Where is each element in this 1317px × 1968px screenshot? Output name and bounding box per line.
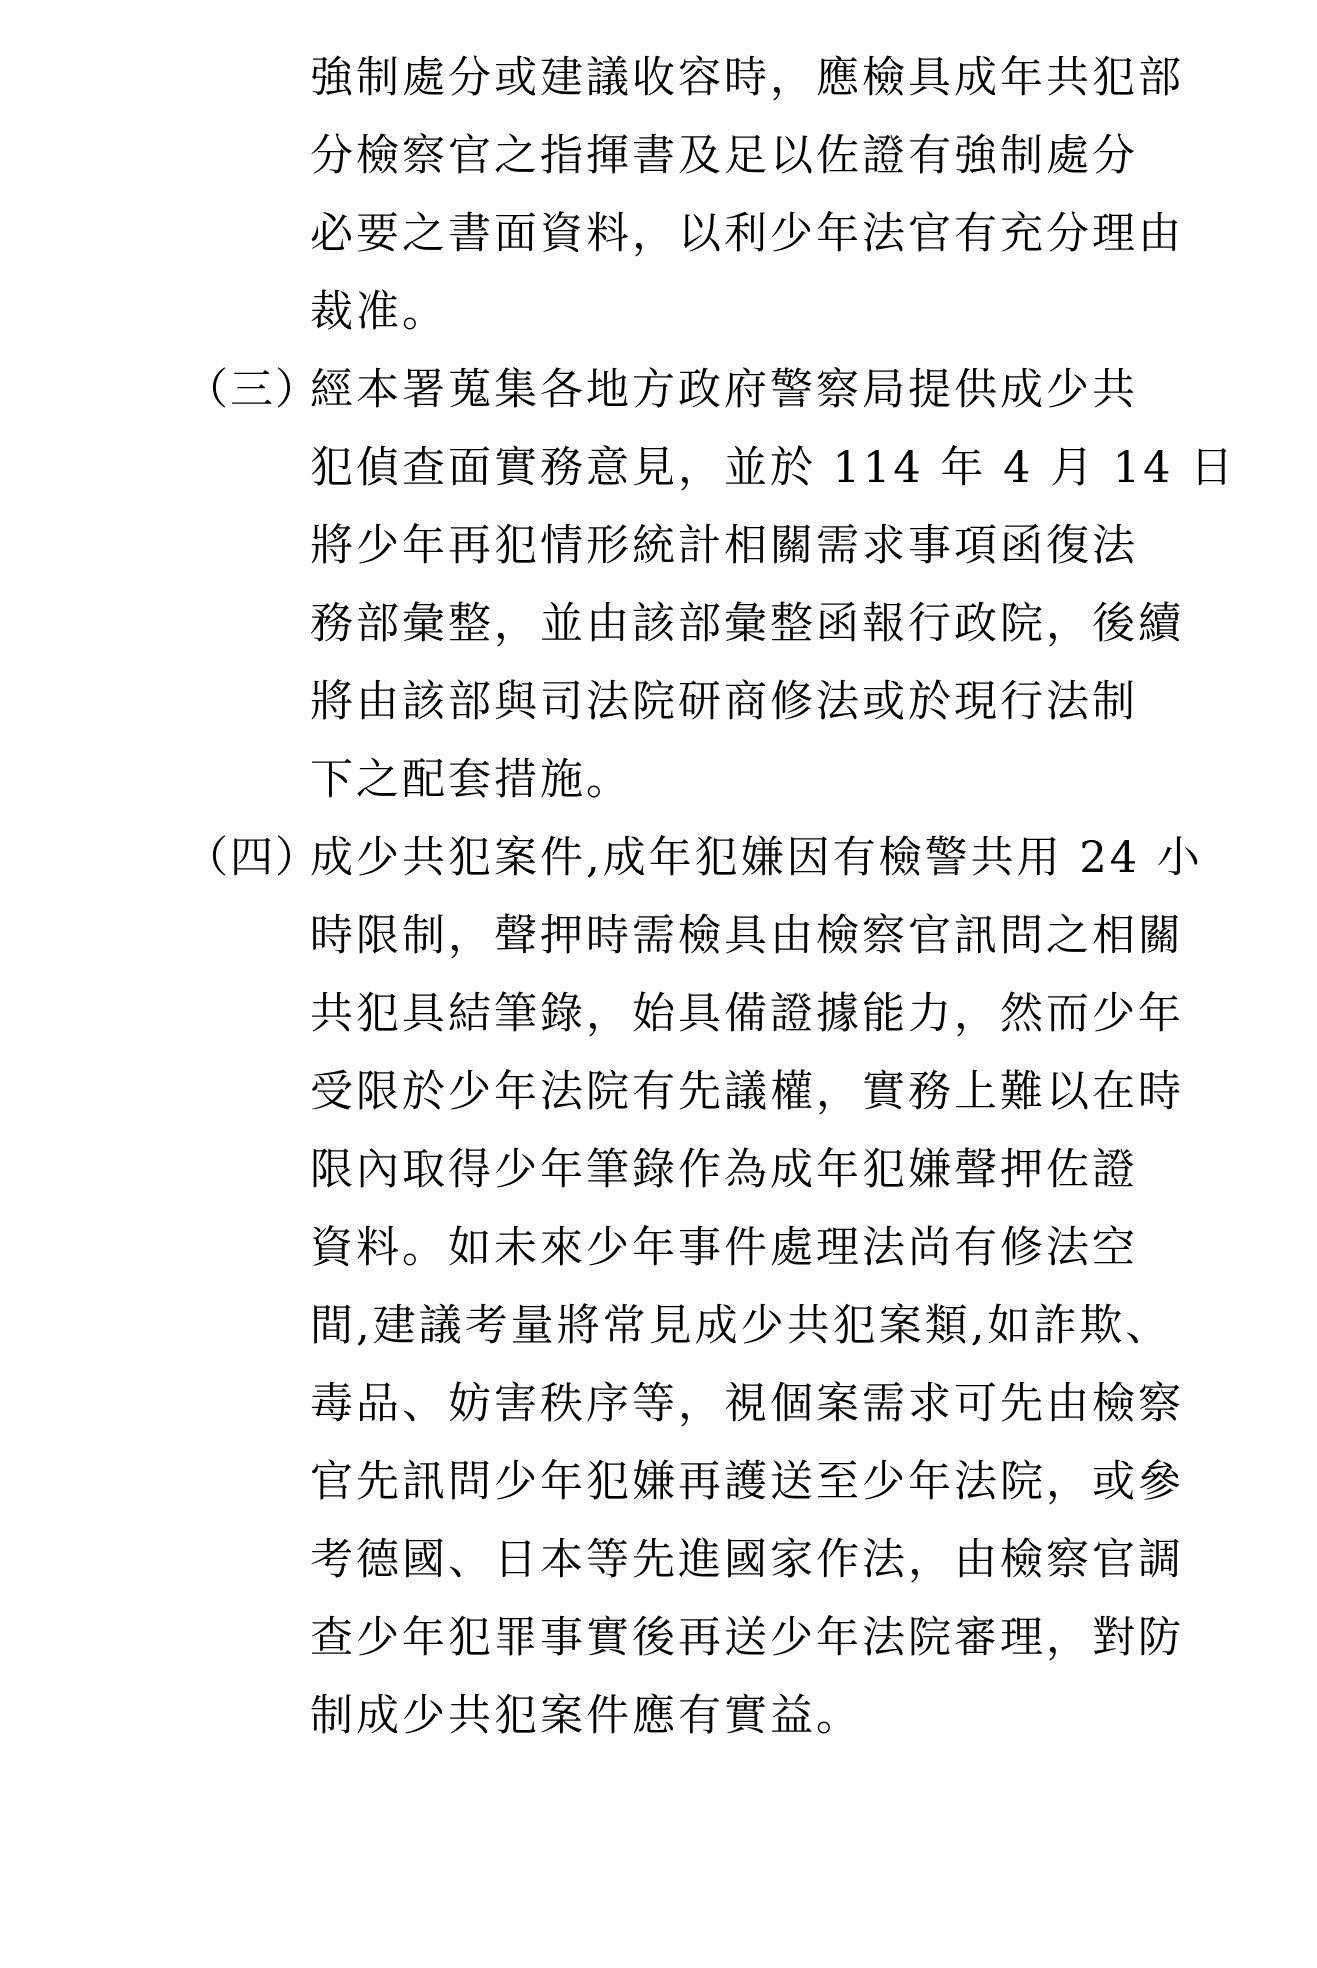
body-text-line: 毒品、妨害秩序等，視個案需求可先由檢察 (310, 1379, 1184, 1429)
body-text-line: 下之配套措施。 (310, 755, 632, 805)
body-text-line: 經本署蒐集各地方政府警察局提供成少共 (310, 365, 1138, 415)
body-text-line: 必要之書面資料，以利少年法官有充分理由 (310, 209, 1184, 259)
body-text-line: 裁准。 (310, 287, 448, 337)
body-text-line: 官先訊問少年犯嫌再護送至少年法院，或參 (310, 1457, 1184, 1507)
body-text-line: 強制處分或建議收容時，應檢具成年共犯部 (310, 53, 1184, 103)
body-text-line: 資料。如未來少年事件處理法尚有修法空 (310, 1223, 1138, 1273)
body-text-line: 考德國、日本等先進國家作法，由檢察官調 (310, 1535, 1184, 1585)
body-text-line: 限內取得少年筆錄作為成年犯嫌聲押佐證 (310, 1145, 1138, 1195)
body-text-line: 成少共犯案件,成年犯嫌因有檢警共用 24 小 (310, 833, 1203, 883)
body-text-line: 務部彙整，並由該部彙整函報行政院，後續 (310, 599, 1184, 649)
body-text-line: 制成少共犯案件應有實益。 (310, 1691, 862, 1741)
body-text-line: 共犯具結筆錄，始具備證據能力，然而少年 (310, 989, 1184, 1039)
body-text-line: 受限於少年法院有先議權，實務上難以在時 (310, 1067, 1184, 1117)
item-marker-4: （四） (185, 833, 320, 883)
body-text-line: 間,建議考量將常見成少共犯案類,如詐欺、 (310, 1301, 1172, 1351)
body-text-line: 將由該部與司法院研商修法或於現行法制 (310, 677, 1138, 727)
body-text-line: 分檢察官之指揮書及足以佐證有強制處分 (310, 131, 1138, 181)
body-text-line: 時限制，聲押時需檢具由檢察官訊問之相關 (310, 911, 1184, 961)
item-marker-3: （三） (185, 365, 320, 415)
body-text-line: 將少年再犯情形統計相關需求事項函復法 (310, 521, 1138, 571)
body-text-line: 犯偵查面實務意見，並於 114 年 4 月 14 日 (310, 443, 1237, 493)
body-text-line: 查少年犯罪事實後再送少年法院審理，對防 (310, 1613, 1184, 1663)
